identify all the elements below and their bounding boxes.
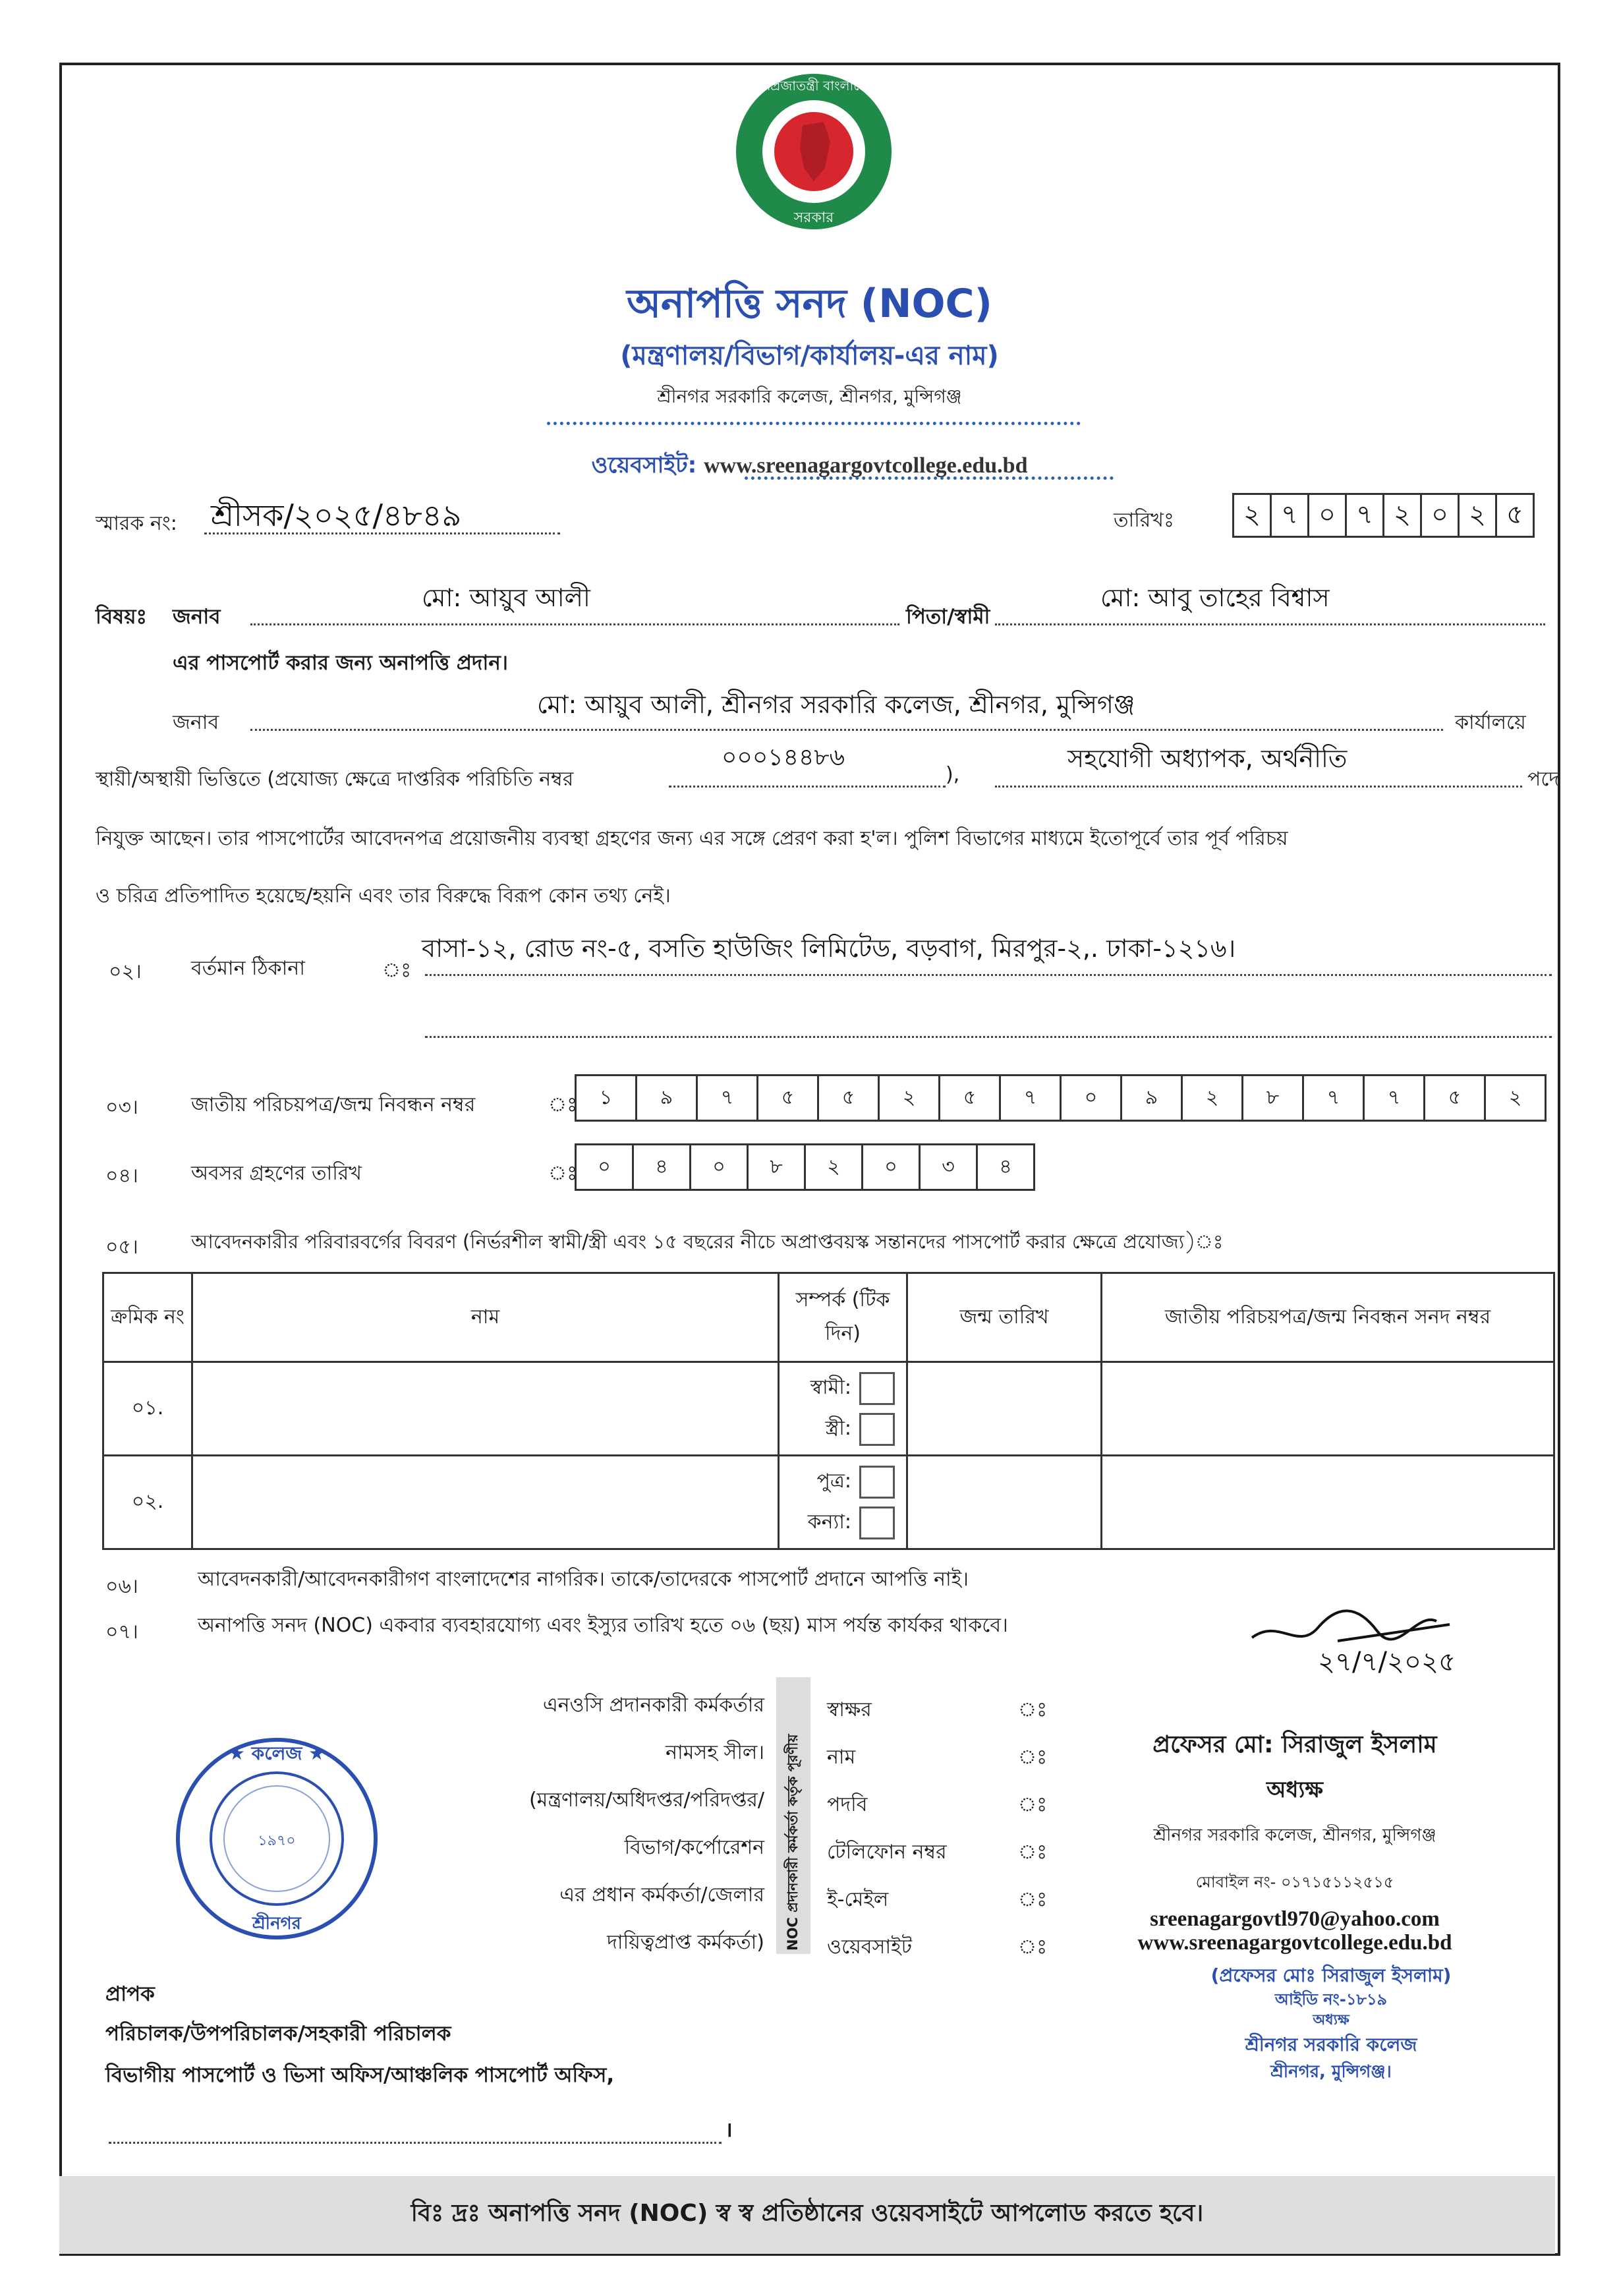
item04-label: অবসর গ্রহণের তারিখ [191, 1162, 362, 1185]
memo-value: শ্রীসক/২০২৫/৪৮৪৯ [211, 498, 462, 533]
signatory-left-block [461, 1682, 764, 1966]
recipient-line: পরিচালক/উপপরিচালক/সহকারী পরিচালক [105, 2022, 451, 2046]
memo-label: স্মারক নং: [96, 512, 177, 535]
th-dob: জন্ম তারিখ [907, 1273, 1102, 1362]
item06-text: আবেদনকারী/আবেদনকারীগণ বাংলাদেশের নাগরিক। তাকে/তাদেরকে পাসপোর্ট প্রদানে আপত্তি নাই। [198, 1568, 969, 1591]
nid-digit-box: ২ [1484, 1074, 1547, 1122]
rel-son-label: পুত্র: [816, 1470, 851, 1493]
svg-text:১৯৭০: ১৯৭০ [258, 1833, 296, 1849]
sig-left-line: বিভাগ/কর্পোরেশন [624, 1836, 764, 1859]
item02-colon: ঃ [382, 959, 412, 982]
rel-wife-label: স্ত্রী: [825, 1417, 851, 1440]
sig-field-label: নাম [827, 1746, 856, 1769]
signatory-designation: অধ্যক্ষ [1266, 1777, 1323, 1803]
nid-digit-box: ৯ [635, 1074, 698, 1122]
footer-note: বিঃ দ্রঃ অনাপত্তি সনদ (NOC) স্ব স্ব প্রতিষ্ঠানের ওয়েবসাইটে আপলোড করতে হবে। [59, 2176, 1555, 2254]
retirement-digit-box: ০ [575, 1143, 634, 1191]
page-title: অনাপত্তি সনদ (NOC) [627, 281, 992, 327]
row1-name-cell[interactable] [192, 1362, 779, 1456]
sig-field-row [827, 1729, 1552, 1777]
body-para2: ও চরিত্র প্রতিপাদিত হয়েছে/হয়নি এবং তার বিরুদ্ধে বিরূপ কোন তথ্য নেই। [96, 884, 671, 907]
svg-text:★ কলেজ ★: ★ কলেজ ★ [228, 1742, 326, 1764]
nid-digit-box: ৫ [1423, 1074, 1486, 1122]
son-checkbox[interactable] [859, 1466, 895, 1499]
sig-field-colon: ঃ [1018, 1793, 1048, 1816]
subject-name-line [250, 623, 899, 625]
address-value: বাসা-১২, রোড নং-৫, বসতি হাউজিং লিমিটেড, বড়বাগ, মিরপুর-২,. ঢাকা-১২১৬। [422, 934, 1236, 963]
th-nid: জাতীয় পরিচয়পত্র/জন্ম নিবন্ধন সনদ নম্বর [1102, 1273, 1554, 1362]
subject-janab: জনাব [173, 605, 221, 629]
nid-digit-box: ২ [878, 1074, 940, 1122]
nid-digit-box: ৫ [756, 1074, 819, 1122]
subject-label: বিষয়ঃ [96, 605, 148, 629]
id-close: ), [946, 763, 960, 786]
row2-name-cell[interactable] [192, 1456, 779, 1549]
seal-line: শ্রীনগর সরকারি কলেজ [1245, 2034, 1417, 2055]
sig-left-line: এনওসি প্রদানকারী কর্মকর্তার [542, 1694, 764, 1717]
item04-no: ০৪। [105, 1164, 138, 1188]
id-value: ০০০১৪৪৮৬ [722, 744, 845, 771]
sig-field-colon: ঃ [1018, 1698, 1048, 1721]
sig-field-label: পদবি [827, 1793, 868, 1816]
sig-field-colon: ঃ [1018, 1936, 1048, 1959]
husband-checkbox[interactable] [859, 1372, 895, 1405]
nid-digit-box: ৭ [1363, 1074, 1425, 1122]
id-prefix: স্থায়ী/অস্থায়ী ভিত্তিতে (প্রযোজ্য ক্ষেত্রে দাপ্তরিক পরিচিতি নম্বর [96, 768, 574, 791]
nid-digit-box: ২ [1181, 1074, 1243, 1122]
row2-relation-cell [779, 1456, 907, 1549]
date-digit-box: ০ [1307, 493, 1347, 538]
subject-name: মো: আয়ুব আলী [422, 583, 590, 612]
table-row [103, 1362, 1554, 1456]
date-label: তারিখঃ [1114, 509, 1174, 532]
row1-relation-cell [779, 1362, 907, 1456]
sig-field-label: টেলিফোন নম্বর [827, 1841, 947, 1864]
item02-label: বর্তমান ঠিকানা [191, 957, 305, 980]
retirement-digit-box: ৪ [976, 1143, 1035, 1191]
row2-dob-cell[interactable] [907, 1456, 1102, 1549]
sig-left-line: দায়িত্বপ্রাপ্ত কর্মকর্তা) [607, 1931, 764, 1954]
nid-digit-box: ৮ [1241, 1074, 1304, 1122]
post-line [995, 786, 1522, 788]
nid-boxes [575, 1074, 1547, 1122]
item07-no: ০৭। [105, 1621, 138, 1644]
rel-husband-label: স্বামী: [810, 1376, 851, 1399]
date-digit-box: ৭ [1270, 493, 1309, 538]
date-boxes [1232, 493, 1535, 538]
header-website [0, 448, 1619, 486]
sig-field-colon: ঃ [1018, 1746, 1048, 1769]
daughter-checkbox[interactable] [859, 1507, 895, 1539]
retirement-digit-box: ০ [861, 1143, 921, 1191]
emblem-top-text: গণপ্রজাতন্ত্রী বাংলাদেশ [754, 78, 874, 94]
office-name: শ্রীনগর সরকারি কলেজ, শ্রীনগর, মুন্সিগঞ্জ [657, 386, 962, 407]
body-janab: জনাব [173, 711, 219, 734]
item04-colon: ঃ [548, 1162, 578, 1185]
address-line2 [425, 1036, 1552, 1038]
sig-field-label: ওয়েবসাইট [827, 1936, 912, 1959]
item03-label: জাতীয় পরিচয়পত্র/জন্ম নিবন্ধন নম্বর [191, 1093, 476, 1116]
retirement-digit-box: ০ [689, 1143, 749, 1191]
wife-checkbox[interactable] [859, 1413, 895, 1446]
retirement-digit-box: ৩ [919, 1143, 978, 1191]
seal-line: (প্রফেসর মোঃ সিরাজুল ইসলাম) [1210, 1965, 1452, 1986]
govt-emblem [731, 69, 896, 234]
office-suffix: কার্যালয়ে [1455, 711, 1526, 734]
father-label: পিতা/স্বামী [906, 605, 990, 629]
signatory-name: প্রফেসর মো: সিরাজুল ইসলাম [1152, 1731, 1437, 1758]
rel-daughter-label: কন্যা: [807, 1510, 851, 1534]
row1-nid-cell[interactable] [1102, 1362, 1554, 1456]
item07-text: অনাপত্তি সনদ (NOC) একবার ব্যবহারযোগ্য এবং ইস্যুর তারিখ হতে ০৬ (ছয়) মাস পর্যন্ত কার্যকর থাকবে। [198, 1614, 1008, 1637]
nid-digit-box: ৭ [1302, 1074, 1365, 1122]
sig-left-line: এর প্রধান কর্মকর্তা/জেলার [559, 1883, 764, 1907]
family-table [102, 1272, 1555, 1550]
sig-field-colon: ঃ [1018, 1888, 1048, 1911]
item02-no: ০২। [109, 960, 142, 983]
sig-field-label: স্বাক্ষর [827, 1698, 872, 1721]
th-serial: ক্রমিক নং [103, 1273, 192, 1362]
table-row [103, 1456, 1554, 1549]
row2-nid-cell[interactable] [1102, 1456, 1554, 1549]
signature-date: ২৭/৭/২০২৫ [1318, 1647, 1456, 1677]
row2-serial: ০২. [103, 1456, 192, 1549]
memo-underline [204, 532, 560, 534]
body-name-line [250, 729, 1443, 731]
body-para1: নিযুক্ত আছেন। তার পাসপোর্টের আবেদনপত্র প্রয়োজনীয় ব্যবস্থা গ্রহণের জন্য এর সঙ্গে প্রেরণ করা হ'ল। পুলিশ বিভাগের মাধ্যমে ইতোপূর্বে তার পূর্ব পরিচয় [96, 827, 1288, 850]
sig-field-colon: ঃ [1018, 1841, 1048, 1864]
sig-field-row [827, 1824, 1552, 1872]
college-round-seal [161, 1723, 392, 1954]
signatory-website: www.sreenagargovtcollege.edu.bd [1137, 1931, 1452, 1955]
address-line1 [425, 974, 1552, 976]
item06-no: ০৬। [105, 1575, 138, 1598]
post-suffix: পদে [1527, 768, 1560, 791]
retirement-digit-box: ৪ [632, 1143, 691, 1191]
sig-field-label: ই-মেইল [827, 1888, 889, 1911]
recipient-end: । [725, 2118, 733, 2142]
designation-seal [1147, 1963, 1516, 2085]
sig-field-row [827, 1682, 1552, 1729]
retirement-date-boxes [575, 1143, 1035, 1191]
date-digit-box: ২ [1382, 493, 1422, 538]
date-digit-box: ৫ [1495, 493, 1535, 538]
signatory-email: sreenagargovtl970@yahoo.com [1150, 1907, 1440, 1931]
website-label: ওয়েবসাইট: [591, 452, 697, 478]
nid-digit-box: ৫ [817, 1074, 880, 1122]
th-relation: সম্পর্ক (টিক দিন) [779, 1273, 907, 1362]
item03-colon: ঃ [548, 1093, 578, 1116]
nid-digit-box: ০ [1060, 1074, 1122, 1122]
item03-no: ০৩। [105, 1096, 138, 1119]
row1-dob-cell[interactable] [907, 1362, 1102, 1456]
post-value: সহযোগী অধ্যাপক, অর্থনীতি [1067, 744, 1348, 773]
seal-line: অধ্যক্ষ [1313, 2012, 1349, 2028]
emblem-bottom-text: সরকার [793, 210, 834, 226]
recipient-label: প্রাপক [105, 1982, 155, 2006]
father-line [995, 623, 1545, 625]
sig-left-line: (মন্ত্রণালয়/অধিদপ্তর/পরিদপ্তর/ [528, 1789, 764, 1812]
nid-digit-box: ৭ [999, 1074, 1062, 1122]
retirement-digit-box: ২ [804, 1143, 863, 1191]
website-url: www.sreenagargovtcollege.edu.bd [704, 453, 1028, 478]
seal-line: আইডি নং-১৮১৯ [1274, 1990, 1388, 2009]
subject-line2: এর পাসপোর্ট করার জন্য অনাপত্তি প্রদান। [173, 651, 508, 675]
sig-field-row [827, 1777, 1552, 1824]
body-name-office: মো: আয়ুব আলী, শ্রীনগর সরকারি কলেজ, শ্রীনগর, মুন্সিগঞ্জ [537, 690, 1135, 719]
vertical-text: NOC প্রদানকারী কর্মকর্তা কর্তৃক পূরণীয় [784, 1734, 801, 1951]
signatory-office: শ্রীনগর সরকারি কলেজ, শ্রীনগর, মুন্সিগঞ্জ [1153, 1825, 1436, 1845]
father-name: মো: আবু তাহের বিশ্বাস [1100, 583, 1330, 612]
recipient-blank-line [109, 2142, 722, 2144]
recipient-line: বিভাগীয় পাসপোর্ট ও ভিসা অফিস/আঞ্চলিক পাসপোর্ট অফিস, [105, 2063, 615, 2087]
th-name: নাম [192, 1273, 779, 1362]
nid-digit-box: ১ [575, 1074, 637, 1122]
svg-text:শ্রীনগর: শ্রীনগর [252, 1914, 301, 1934]
header-divider [547, 422, 1081, 425]
date-digit-box: ২ [1458, 493, 1497, 538]
row1-serial: ০১. [103, 1362, 192, 1456]
nid-digit-box: ৯ [1120, 1074, 1183, 1122]
item05-no: ০৫। [105, 1236, 138, 1259]
date-digit-box: ৭ [1345, 493, 1384, 538]
item05-text: আবেদনকারীর পরিবারবর্গের বিবরণ (নির্ভরশীল স্বামী/স্ত্রী এবং ১৫ বছরের নীচে অপ্রাপ্তবয়স্ক সন্তানদের পাসপোর্ট করার ক্ষেত্রে প্রযোজ্য)ঃ [191, 1230, 1224, 1253]
signatory-fields [827, 1682, 1552, 1966]
nid-digit-box: ৫ [938, 1074, 1001, 1122]
website-underline [745, 476, 1114, 480]
id-line [669, 786, 946, 788]
sig-left-line: নামসহ সীল। [666, 1741, 764, 1764]
nid-digit-box: ৭ [696, 1074, 758, 1122]
page-subtitle: (মন্ত্রণালয়/বিভাগ/কার্যালয়-এর নাম) [620, 341, 999, 371]
date-digit-box: ০ [1420, 493, 1460, 538]
retirement-digit-box: ৮ [747, 1143, 806, 1191]
date-digit-box: ২ [1232, 493, 1272, 538]
signatory-mobile: মোবাইল নং- ০১৭১৫১১২৫১৫ [1195, 1873, 1394, 1891]
seal-line: শ্রীনগর, মুন্সিগঞ্জ। [1270, 2062, 1392, 2082]
